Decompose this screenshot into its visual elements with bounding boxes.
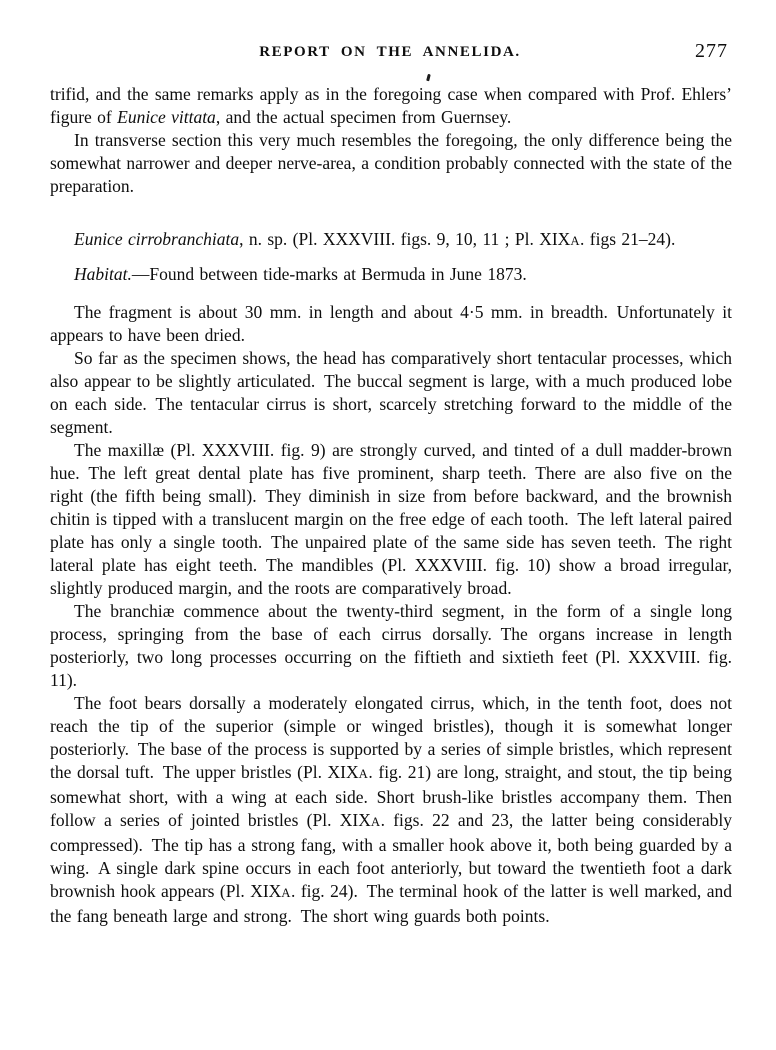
paragraph-3 (50, 228, 732, 253)
italic-text: Eunice cirrobranchiata (74, 229, 240, 249)
text-run: In transverse section this very much resembles the foregoing, the only difference being the somewhat narrower and deeper nerve-area, a condition probably connected with the state of the preparation. (50, 130, 732, 196)
page-header (50, 40, 730, 68)
text-run: , and the actual specimen from Guernsey. (215, 107, 512, 127)
running-head: REPORT ON THE ANNELIDA. (259, 44, 521, 60)
text-run: The branchiæ commence about the twenty-third segment, in the form of a single long process, springing from the base of each cirrus dorsally. The organs increase in length posteriorly, two long processes occurring on the fiftieth and sixtieth feet (Pl. XXXVIII. fig. 11). (50, 601, 732, 690)
paragraph-7 (50, 439, 732, 600)
text-run: trifid, and the same remarks apply as in the foregoing case when compared with Prof. Ehlers’ figure of (50, 84, 732, 127)
small-cap-letter: A (370, 815, 381, 829)
paragraph-4 (50, 263, 732, 286)
page-number: 277 (695, 40, 728, 62)
paragraph-5 (50, 301, 732, 347)
text-run: . figs 21–24). (580, 229, 676, 249)
paragraph-1 (50, 83, 732, 129)
small-cap-letter: A (358, 767, 369, 781)
text-run: . fig. 24). The terminal hook of the latter is well marked, and the fang beneath large and strong. The short wing guards both points. (50, 881, 732, 926)
text-run: The fragment is about 30 mm. in length and about 4·5 mm. in breadth. Unfortunately it appears to have been dried. (50, 302, 732, 345)
paragraph-8 (50, 600, 732, 692)
italic-text: Habitat. (74, 264, 132, 284)
page-body (50, 83, 732, 928)
italic-text: Eunice vittata (117, 107, 216, 127)
text-run: The maxillæ (Pl. XXXVIII. fig. 9) are strongly curved, and tinted of a dull madder-brown hue. The left great dental plate has five prominent, sharp teeth. There are also five on the right (the fifth being small). They diminish in size from before backward, and the brownish chitin is tipped with a translucent margin on the free edge of each tooth. The left lateral paired plate has only a single tooth. The unpaired plate of the same side has seven teeth. The right lateral plate has eight teeth. The mandibles (Pl. XXXVIII. fig. 10) show a broad irregular, slightly produced margin, and the roots are comparatively broad. (50, 440, 732, 598)
text-run: —Found between tide-marks at Bermuda in June 1873. (131, 264, 527, 284)
small-cap-letter: A (281, 886, 292, 900)
text-run: . fig. 21) are long, straight, and stout, the tip being somewhat short, with a wing at each side. Short brush-like bristles accompany them. Then follow a series of jointed bristles (Pl. XIX (50, 762, 732, 830)
paragraph-6 (50, 347, 732, 439)
small-cap-letter: A (570, 234, 581, 248)
text-run: . figs. 22 and 23, the latter being considerably compressed). The tip has a strong fang, with a smaller hook above it, both being guarded by a wing. A single dark spine occurs in each foot anteriorly, but toward the twentieth foot a dark brownish hook appears (Pl. XIX (50, 810, 733, 901)
text-run: So far as the specimen shows, the head has comparatively short tentacular processes, which also appear to be slightly articulated. The buccal segment is large, with a much produced lobe on each side. The tentacular cirrus is short, scarcely stretching forward to the middle of the segment. (50, 348, 732, 437)
ink-speck (426, 74, 431, 82)
paragraph-9 (50, 692, 732, 928)
text-run: The foot bears dorsally a moderately elongated cirrus, which, in the tenth foot, does not reach the tip of the superior (simple or winged bristles), though it is somewhat longer posteriorly. The base of the process is supported by a series of simple bristles, which represent the dorsal tuft. The upper bristles (Pl. XIX (50, 693, 732, 782)
text-run: , n. sp. (Pl. XXXVIII. figs. 9, 10, 11 ; Pl. XIX (239, 229, 571, 249)
paragraph-2 (50, 129, 732, 198)
